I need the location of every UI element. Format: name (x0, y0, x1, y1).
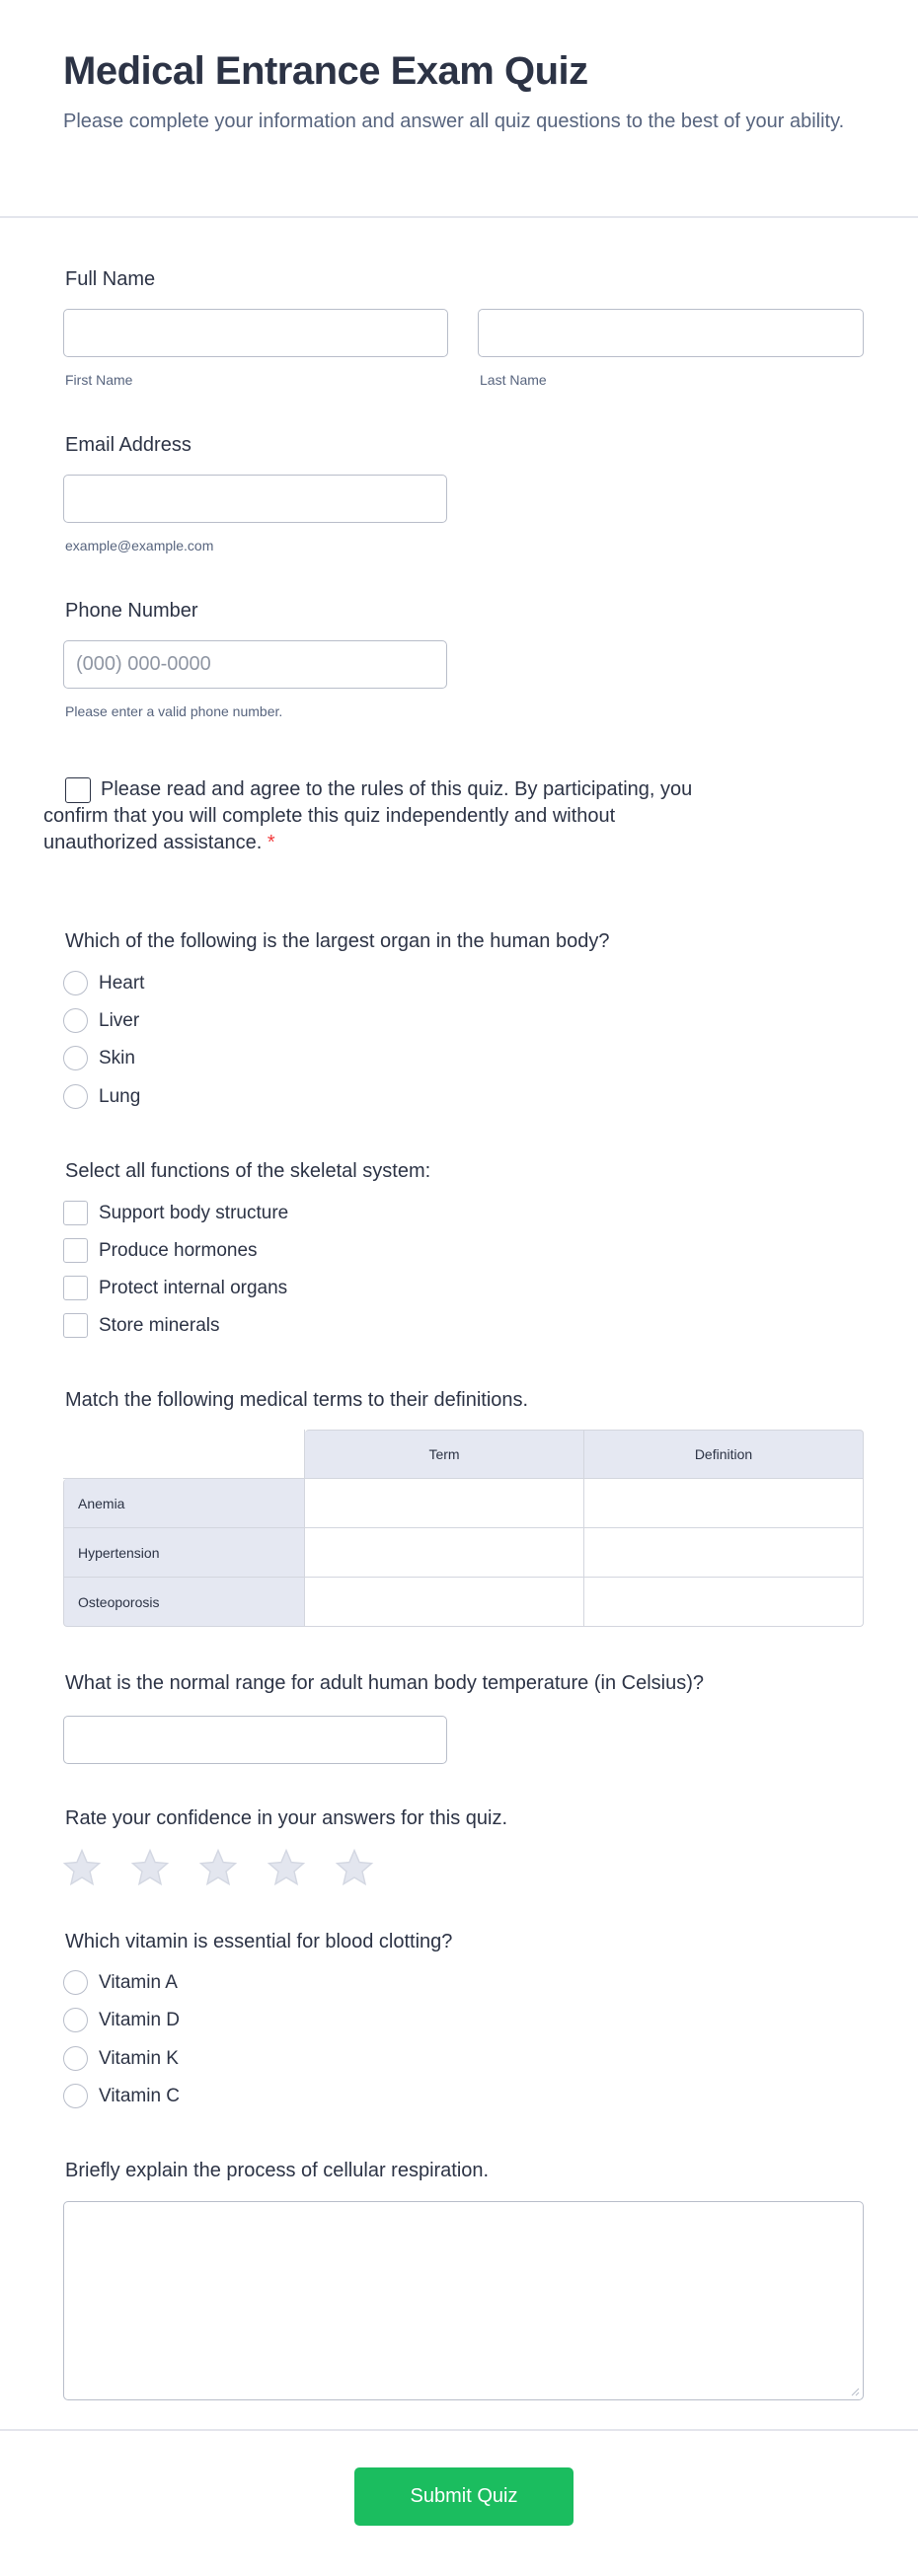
respiration-textarea[interactable] (63, 2201, 864, 2400)
matching-table (63, 1430, 864, 1627)
q1-option[interactable] (63, 971, 144, 995)
option-label: Vitamin A (99, 1971, 178, 1993)
option-label: Vitamin C (99, 2085, 181, 2106)
q2-option[interactable] (63, 1313, 220, 1338)
agreement-text (43, 776, 734, 856)
q1-question: Which of the following is the largest organ in the human body? (65, 930, 610, 952)
q2-option[interactable] (63, 1201, 288, 1225)
option-label: Store minerals (99, 1314, 220, 1336)
submit-button[interactable]: Submit Quiz (354, 2467, 574, 2526)
resize-handle-icon[interactable] (850, 2387, 860, 2396)
row-header: Hypertension (63, 1528, 305, 1578)
phone-label: Phone Number (65, 600, 198, 622)
footer-divider (0, 2429, 918, 2431)
row-header: Osteoporosis (63, 1578, 305, 1627)
option-label: Lung (99, 1085, 141, 1107)
email-sublabel: example@example.com (65, 538, 214, 553)
q6-option[interactable] (63, 2008, 180, 2032)
star-icon[interactable] (266, 1847, 307, 1888)
star-icon[interactable] (61, 1847, 103, 1888)
q3-question: Match the following medical terms to their definitions. (65, 1389, 529, 1411)
q6-option[interactable] (63, 2046, 179, 2071)
full-name-label: Full Name (65, 268, 156, 290)
temperature-input[interactable] (63, 1716, 447, 1764)
match-cell[interactable] (584, 1528, 864, 1578)
checkbox-icon[interactable] (63, 1313, 88, 1338)
radio-icon[interactable] (63, 1046, 88, 1070)
phone-sublabel: Please enter a valid phone number. (65, 703, 283, 719)
agreement-label: Please read and agree to the rules of this quiz. By participating, you confirm that you will complete this quiz independently and without unauthorized assistance. (43, 778, 693, 853)
q6-option[interactable] (63, 1970, 178, 1995)
star-icon[interactable] (197, 1847, 239, 1888)
phone-placeholder: (000) 000-0000 (76, 653, 211, 675)
option-label: Heart (99, 972, 145, 994)
radio-icon[interactable] (63, 2046, 88, 2071)
option-label: Vitamin K (99, 2047, 179, 2069)
star-icon[interactable] (334, 1847, 375, 1888)
radio-icon[interactable] (63, 2008, 88, 2032)
star-icon[interactable] (129, 1847, 171, 1888)
q1-option[interactable] (63, 1008, 139, 1033)
last-name-sublabel: Last Name (480, 372, 547, 388)
match-cell[interactable] (305, 1528, 584, 1578)
match-cell[interactable] (305, 1479, 584, 1528)
required-mark: * (267, 832, 275, 853)
star-rating[interactable] (61, 1847, 375, 1888)
option-label: Skin (99, 1047, 135, 1068)
column-header: Term (305, 1430, 584, 1479)
q4-question: What is the normal range for adult human body temperature (in Celsius)? (65, 1672, 704, 1694)
q1-option[interactable] (63, 1084, 140, 1109)
header-divider (0, 216, 918, 218)
match-cell[interactable] (584, 1578, 864, 1627)
q1-option[interactable] (63, 1046, 135, 1070)
radio-icon[interactable] (63, 1970, 88, 1995)
option-label: Vitamin D (99, 2009, 181, 2030)
match-cell[interactable] (305, 1578, 584, 1627)
page-title: Medical Entrance Exam Quiz (63, 49, 588, 93)
page-subtitle: Please complete your information and answer all quiz questions to the best of your ability. (63, 110, 845, 132)
phone-input[interactable] (63, 640, 447, 689)
radio-icon[interactable] (63, 1084, 88, 1109)
radio-icon[interactable] (63, 971, 88, 995)
checkbox-icon[interactable] (63, 1238, 88, 1263)
q6-option[interactable] (63, 2084, 180, 2108)
q2-question: Select all functions of the skeletal system: (65, 1160, 431, 1182)
checkbox-icon[interactable] (63, 1201, 88, 1225)
option-label: Protect internal organs (99, 1277, 288, 1298)
empty-corner (63, 1430, 305, 1479)
option-label: Liver (99, 1009, 140, 1031)
radio-icon[interactable] (63, 2084, 88, 2108)
first-name-sublabel: First Name (65, 372, 133, 388)
column-header: Definition (584, 1430, 864, 1479)
q2-option[interactable] (63, 1276, 287, 1300)
checkbox-icon[interactable] (63, 1276, 88, 1300)
match-cell[interactable] (584, 1479, 864, 1528)
q6-question: Which vitamin is essential for blood clotting? (65, 1931, 453, 1952)
q5-question: Rate your confidence in your answers for this quiz. (65, 1807, 507, 1829)
option-label: Support body structure (99, 1202, 289, 1223)
last-name-input[interactable] (478, 309, 864, 357)
q2-option[interactable] (63, 1238, 258, 1263)
radio-icon[interactable] (63, 1008, 88, 1033)
row-header: Anemia (63, 1479, 305, 1528)
email-label: Email Address (65, 434, 191, 456)
q7-question: Briefly explain the process of cellular respiration. (65, 2160, 490, 2181)
first-name-input[interactable] (63, 309, 448, 357)
option-label: Produce hormones (99, 1239, 258, 1261)
email-input[interactable] (63, 475, 447, 523)
